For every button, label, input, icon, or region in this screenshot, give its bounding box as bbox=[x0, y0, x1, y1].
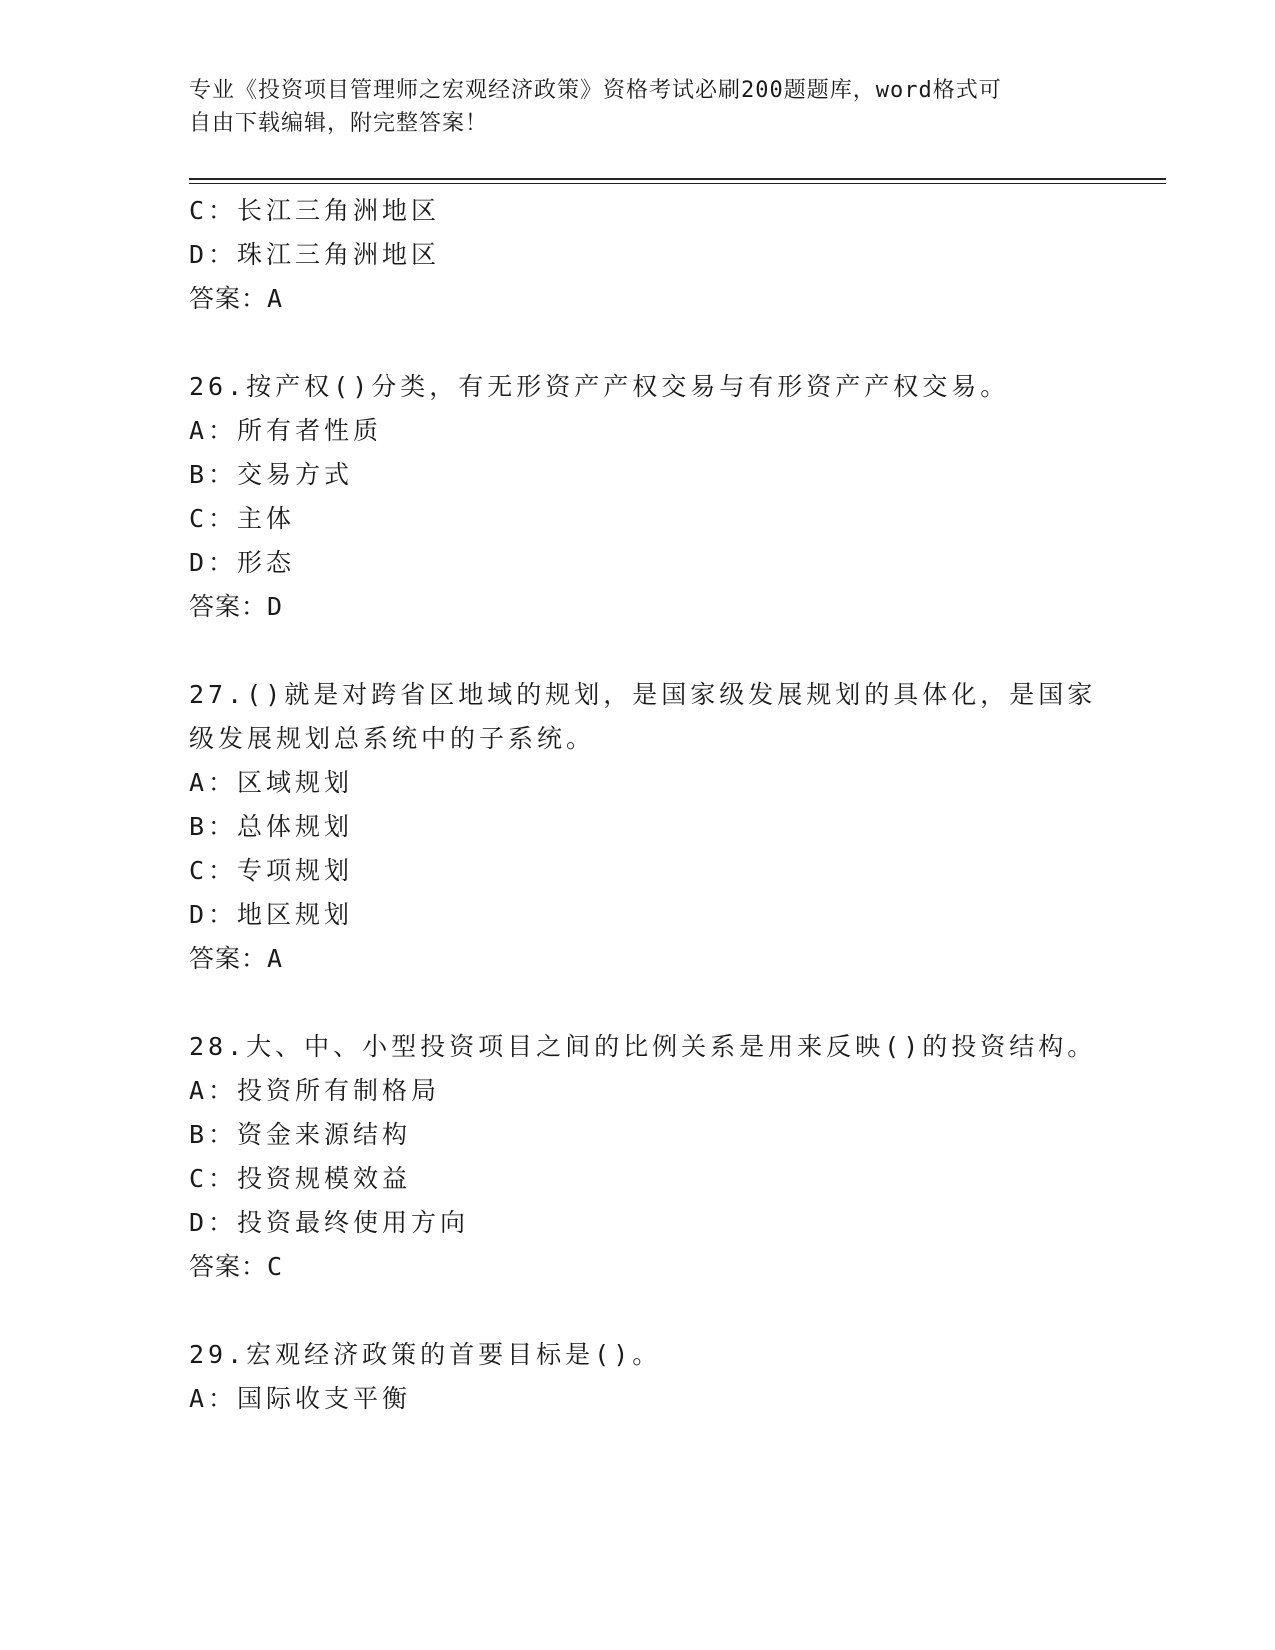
prev-answer bbox=[189, 276, 283, 322]
header-divider-thin bbox=[189, 183, 1166, 184]
question-27-stem-line-2: 级发展规划总系统中的子系统。 bbox=[189, 724, 596, 753]
question-27-option-b: B：总体规划 bbox=[189, 812, 354, 841]
question-26-option-c: C：主体 bbox=[189, 504, 296, 533]
prev-option-c: C：长江三角洲地区 bbox=[189, 196, 441, 225]
question-28-option-d: D：投资最终使用方向 bbox=[189, 1208, 470, 1237]
prev-option-d: D：珠江三角洲地区 bbox=[189, 240, 441, 269]
question-28-answer bbox=[189, 1244, 283, 1290]
answer-label: 答案： bbox=[189, 284, 268, 313]
question-26-option-a: A：所有者性质 bbox=[189, 416, 383, 445]
question-26-answer bbox=[189, 584, 283, 630]
question-28-option-b: B：资金来源结构 bbox=[189, 1120, 412, 1149]
answer-value: C bbox=[267, 1252, 284, 1281]
document-header bbox=[189, 74, 1089, 140]
answer-label: 答案： bbox=[189, 592, 268, 621]
question-26-option-b: B：交易方式 bbox=[189, 460, 354, 489]
question-28-stem: 28.大、中、小型投资项目之间的比例关系是用来反映()的投资结构。 bbox=[189, 1032, 1097, 1061]
question-27-stem-line-1: 27.()就是对跨省区地域的规划，是国家级发展规划的具体化，是国家 bbox=[189, 680, 1097, 709]
answer-label: 答案： bbox=[189, 944, 268, 973]
header-line-2: 自由下载编辑，附完整答案！ bbox=[189, 111, 489, 136]
question-27-option-d: D：地区规划 bbox=[189, 900, 354, 929]
question-28-option-a: A：投资所有制格局 bbox=[189, 1076, 441, 1105]
question-26-option-d: D：形态 bbox=[189, 548, 296, 577]
answer-label: 答案： bbox=[189, 1252, 268, 1281]
question-27-option-c: C：专项规划 bbox=[189, 856, 354, 885]
question-26-stem: 26.按产权()分类，有无形资产产权交易与有形资产产权交易。 bbox=[189, 372, 1010, 401]
question-29-stem: 29.宏观经济政策的首要目标是()。 bbox=[189, 1340, 662, 1369]
answer-value: D bbox=[267, 592, 284, 621]
question-29-option-a: A：国际收支平衡 bbox=[189, 1384, 412, 1413]
question-28-option-c: C：投资规模效益 bbox=[189, 1164, 412, 1193]
question-27-answer bbox=[189, 936, 283, 982]
answer-value: A bbox=[267, 284, 284, 313]
header-line-1: 专业《投资项目管理师之宏观经济政策》资格考试必刷200题题库，word格式可 bbox=[189, 78, 1002, 103]
question-27-option-a: A：区域规划 bbox=[189, 768, 354, 797]
answer-value: A bbox=[267, 944, 284, 973]
header-divider-thick bbox=[189, 178, 1166, 180]
